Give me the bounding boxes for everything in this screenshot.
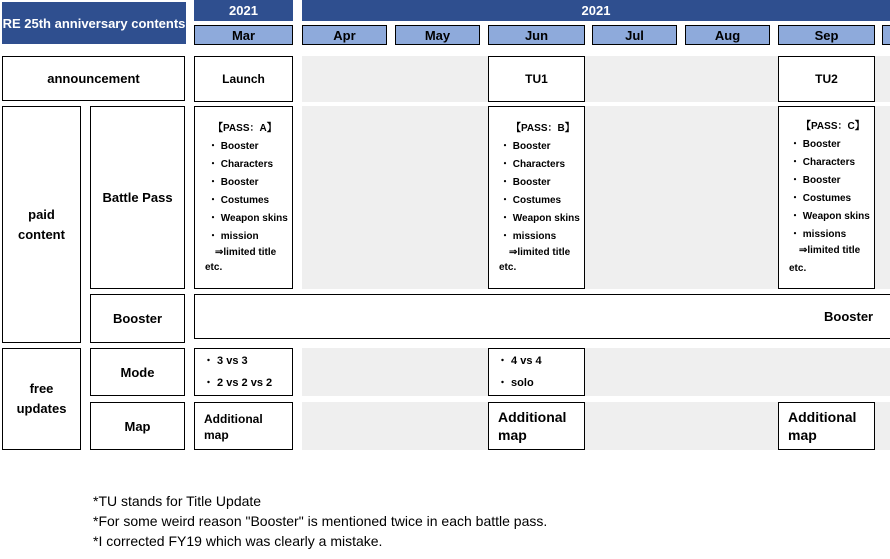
pass-item: ・ Costumes [500, 195, 562, 206]
mode-jun [488, 348, 585, 396]
mode-item: ・ solo [497, 377, 534, 389]
footnote: *I corrected FY19 which was clearly a mistake. [93, 533, 383, 549]
map-mar [194, 402, 293, 450]
map-line: Additional [204, 412, 263, 426]
pass-item: ・ missions [500, 231, 557, 242]
mode-row-bg [302, 348, 890, 396]
pass-item: ・ Booster [790, 139, 841, 150]
pass-item: ・ Characters [790, 157, 856, 168]
footnotes [93, 491, 793, 551]
row-label-mode: Mode [90, 348, 185, 396]
map-sep [778, 402, 875, 450]
pass-item: ・ Costumes [208, 195, 270, 206]
pass-item: ・ Booster [208, 141, 259, 152]
map-line: map [788, 427, 817, 443]
booster-bar [194, 294, 890, 339]
pass-item: ・ Costumes [790, 193, 852, 204]
pass-item: ・ Weapon skins [208, 213, 288, 224]
table-title: RE 25th anniversary contents [2, 2, 186, 44]
pass-limited: ⇒limited title [509, 247, 571, 258]
year-header-mar: 2021 [194, 0, 293, 21]
month-header-jun: Jun [488, 25, 585, 45]
battle-pass-a [194, 106, 293, 289]
pass-limited: ⇒limited title [799, 245, 861, 256]
row-label-free-updates: free updates [2, 348, 81, 450]
row-label-paid-content: paid content [2, 106, 81, 343]
month-header-aug: Aug [685, 25, 770, 45]
mode-item: ・ 3 vs 3 [203, 355, 248, 367]
announcement-launch: Launch [194, 56, 293, 102]
footnote: *TU stands for Title Update [93, 493, 262, 509]
pass-item: ・ mission [208, 231, 259, 242]
pass-title: 【PASS：A】 [213, 123, 277, 134]
pass-etc: etc. [205, 262, 223, 273]
pass-etc: etc. [789, 263, 807, 274]
pass-title: 【PASS：B】 [511, 123, 575, 134]
month-header-oct-partial [882, 25, 890, 45]
announcement-tu1: TU1 [488, 56, 585, 102]
battle-pass-c [778, 106, 875, 289]
year-header-rest: 2021 [302, 0, 890, 21]
announcement-tu2: TU2 [778, 56, 875, 102]
pass-title: 【PASS：C】 [801, 121, 865, 132]
pass-item: ・ Booster [208, 177, 259, 188]
map-line: map [498, 427, 527, 443]
month-header-jul: Jul [592, 25, 677, 45]
pass-item: ・ Booster [500, 177, 551, 188]
pass-item: ・ Weapon skins [500, 213, 580, 224]
map-line: Additional [788, 409, 857, 425]
row-label-announcement: announcement [2, 56, 185, 101]
pass-etc: etc. [499, 262, 517, 273]
map-line: Additional [498, 409, 567, 425]
month-header-sep: Sep [778, 25, 875, 45]
month-header-mar: Mar [194, 25, 293, 45]
pass-limited: ⇒limited title [215, 247, 277, 258]
pass-item: ・ missions [790, 229, 847, 240]
booster-bar-label: Booster [824, 309, 874, 324]
mode-mar [194, 348, 293, 396]
month-header-may: May [395, 25, 480, 45]
mode-item: ・ 2 vs 2 vs 2 [203, 377, 273, 389]
pass-item: ・ Booster [790, 175, 841, 186]
footnote: *For some weird reason "Booster" is mentioned twice in each battle pass. [93, 513, 548, 529]
map-line: map [204, 428, 229, 442]
pass-item: ・ Characters [500, 159, 566, 170]
battle-pass-b [488, 106, 585, 289]
mode-item: ・ 4 vs 4 [497, 355, 542, 367]
pass-item: ・ Characters [208, 159, 274, 170]
row-label-booster: Booster [90, 294, 185, 343]
row-label-map: Map [90, 402, 185, 450]
map-jun [488, 402, 585, 450]
month-header-apr: Apr [302, 25, 387, 45]
pass-item: ・ Weapon skins [790, 211, 870, 222]
row-label-battle-pass: Battle Pass [90, 106, 185, 289]
pass-item: ・ Booster [500, 141, 551, 152]
